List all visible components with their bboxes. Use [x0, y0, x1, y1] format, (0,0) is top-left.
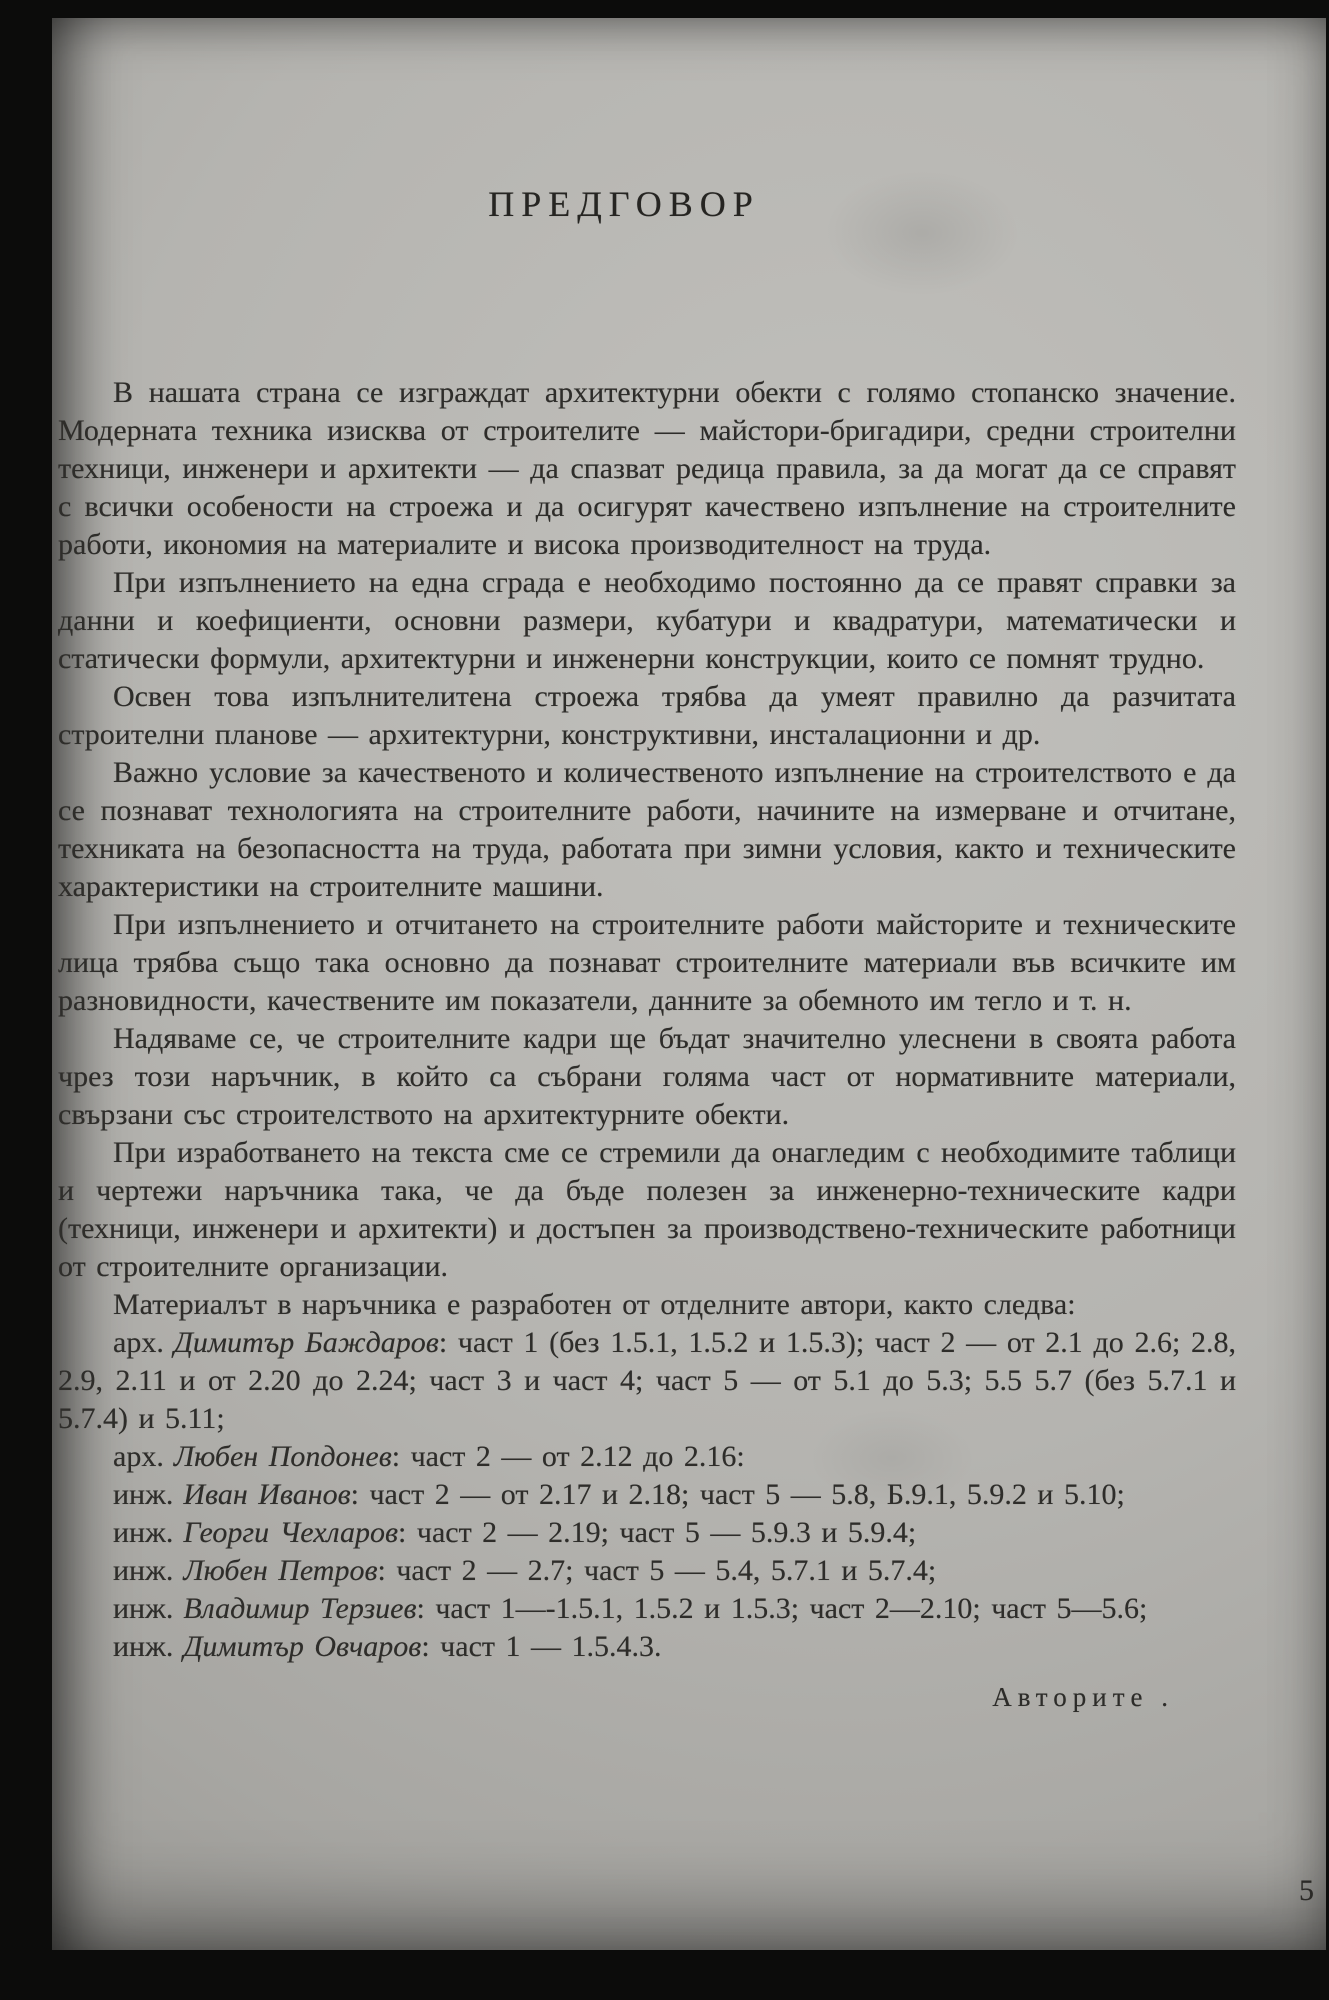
author-works: : част 1—-1.5.1, 1.5.2 и 1.5.3; част 2—2.10; част 5—5.6; [416, 1592, 1148, 1625]
author-name: Любен Попдонев [173, 1440, 392, 1473]
author-name: Димитър Баждаров [173, 1326, 439, 1359]
author-role: арх. [113, 1326, 164, 1359]
book-page [52, 18, 1326, 1950]
preface-text [58, 374, 1236, 1666]
author-entry-chehlarov [58, 1514, 1236, 1552]
author-works: : част 1 (без 1.5.1, 1.5.2 и 1.5.3); част 2 — от 2.1 до 2.6; 2.8, 2.9, 2.11 и от 2.20 до 2.24; част 3 и част 4; част 5 — от 5.1 до 5.3; 5.5 5.7 (без 5.7.1 и 5.7.4) и 5.11; [58, 1326, 1236, 1435]
author-role: инж. [113, 1554, 174, 1587]
signature-authors: Авторите . [992, 1682, 1174, 1712]
author-entry-popdonev [58, 1438, 1236, 1476]
author-works: : част 1 — 1.5.4.3. [421, 1630, 662, 1663]
author-works: : част 2 — 2.19; част 5 — 5.9.3 и 5.9.4; [398, 1516, 917, 1549]
author-name: Владимир Терзиев [183, 1592, 417, 1625]
author-name: Любен Петров [183, 1554, 378, 1587]
author-works: : част 2 — от 2.17 и 2.18; част 5 — 5.8, Б.9.1, 5.9.2 и 5.10; [350, 1478, 1125, 1511]
author-entry-bazhdarov [58, 1324, 1236, 1438]
paragraph-7: При изработването на текста сме се стремили да онагледим с необходимите таблици и чертежи наръчника така, че да бъде полезен за инженерно-техническите кадри (техници, инженери и архитекти) и достъпен за производствено-техническите работници от строителните организации. [58, 1136, 1236, 1283]
author-entry-terziev [58, 1590, 1236, 1628]
paragraph-1: В нашата страна се изграждат архитектурни обекти с голямо стопанско значение. Модерната техника изисква от строителите — майстори-бригадири, средни строителни техници, инженери и архитекти — да спазват редица правила, за да могат да се справят с всички особености на строежа и да осигурят качествено изпълнение на строителните работи, икономия на материалите и висока производителност на труда. [58, 376, 1236, 561]
paragraph-5: При изпълнението и отчитането на строителните работи майсторите и техническите лица трябва също така основно да познават строителните материали във всичките им разновидности, качествените им показатели, данните за обемното им тегло и т. н. [58, 908, 1236, 1017]
author-role: инж. [113, 1516, 174, 1549]
author-role: арх. [113, 1440, 164, 1473]
author-name: Иван Иванов [183, 1478, 351, 1511]
author-role: инж. [113, 1630, 174, 1663]
page-title: ПРЕДГОВОР [488, 184, 760, 224]
author-entry-ivanov [58, 1476, 1236, 1514]
page-number: 5 [1299, 1874, 1314, 1907]
paragraph-3: Освен това изпълнителитена строежа трябва да умеят правилно да разчитата строителни планове — архитектурни, конструктивни, инсталационни и др. [58, 680, 1236, 751]
author-name: Димитър Овчаров [183, 1630, 422, 1663]
paragraph-4: Важно условие за качественото и количественото изпълнение на строителството е да се познават технологията на строителните работи, начините на измерване и отчитане, техниката на безопасността на труда, работата при зимни условия, както и техническите характеристики на строителните машини. [58, 756, 1236, 903]
author-role: инж. [113, 1592, 174, 1625]
author-role: инж. [113, 1478, 174, 1511]
author-works: : част 2 — 2.7; част 5 — 5.4, 5.7.1 и 5.7.4; [377, 1554, 937, 1587]
author-entry-petrov [58, 1552, 1236, 1590]
author-works: : част 2 — от 2.12 до 2.16: [391, 1440, 745, 1473]
paragraph-8: Материалът в наръчника е разработен от отделните автори, както следва: [113, 1288, 1076, 1321]
author-name: Георги Чехларов [183, 1516, 399, 1549]
author-entry-ovcharov [58, 1628, 1236, 1666]
paragraph-6: Надяваме се, че строителните кадри ще бъдат значително улеснени в своята работа чрез този наръчник, в който са събрани голяма част от нормативните материали, свързани със строителството на архитектурните обекти. [58, 1022, 1236, 1131]
paragraph-2: При изпълнението на една сграда е необходимо постоянно да се правят справки за данни и коефициенти, основни размери, кубатури и квадратури, математически и статически формули, архитектурни и инженерни конструкции, които се помнят трудно. [58, 566, 1236, 675]
